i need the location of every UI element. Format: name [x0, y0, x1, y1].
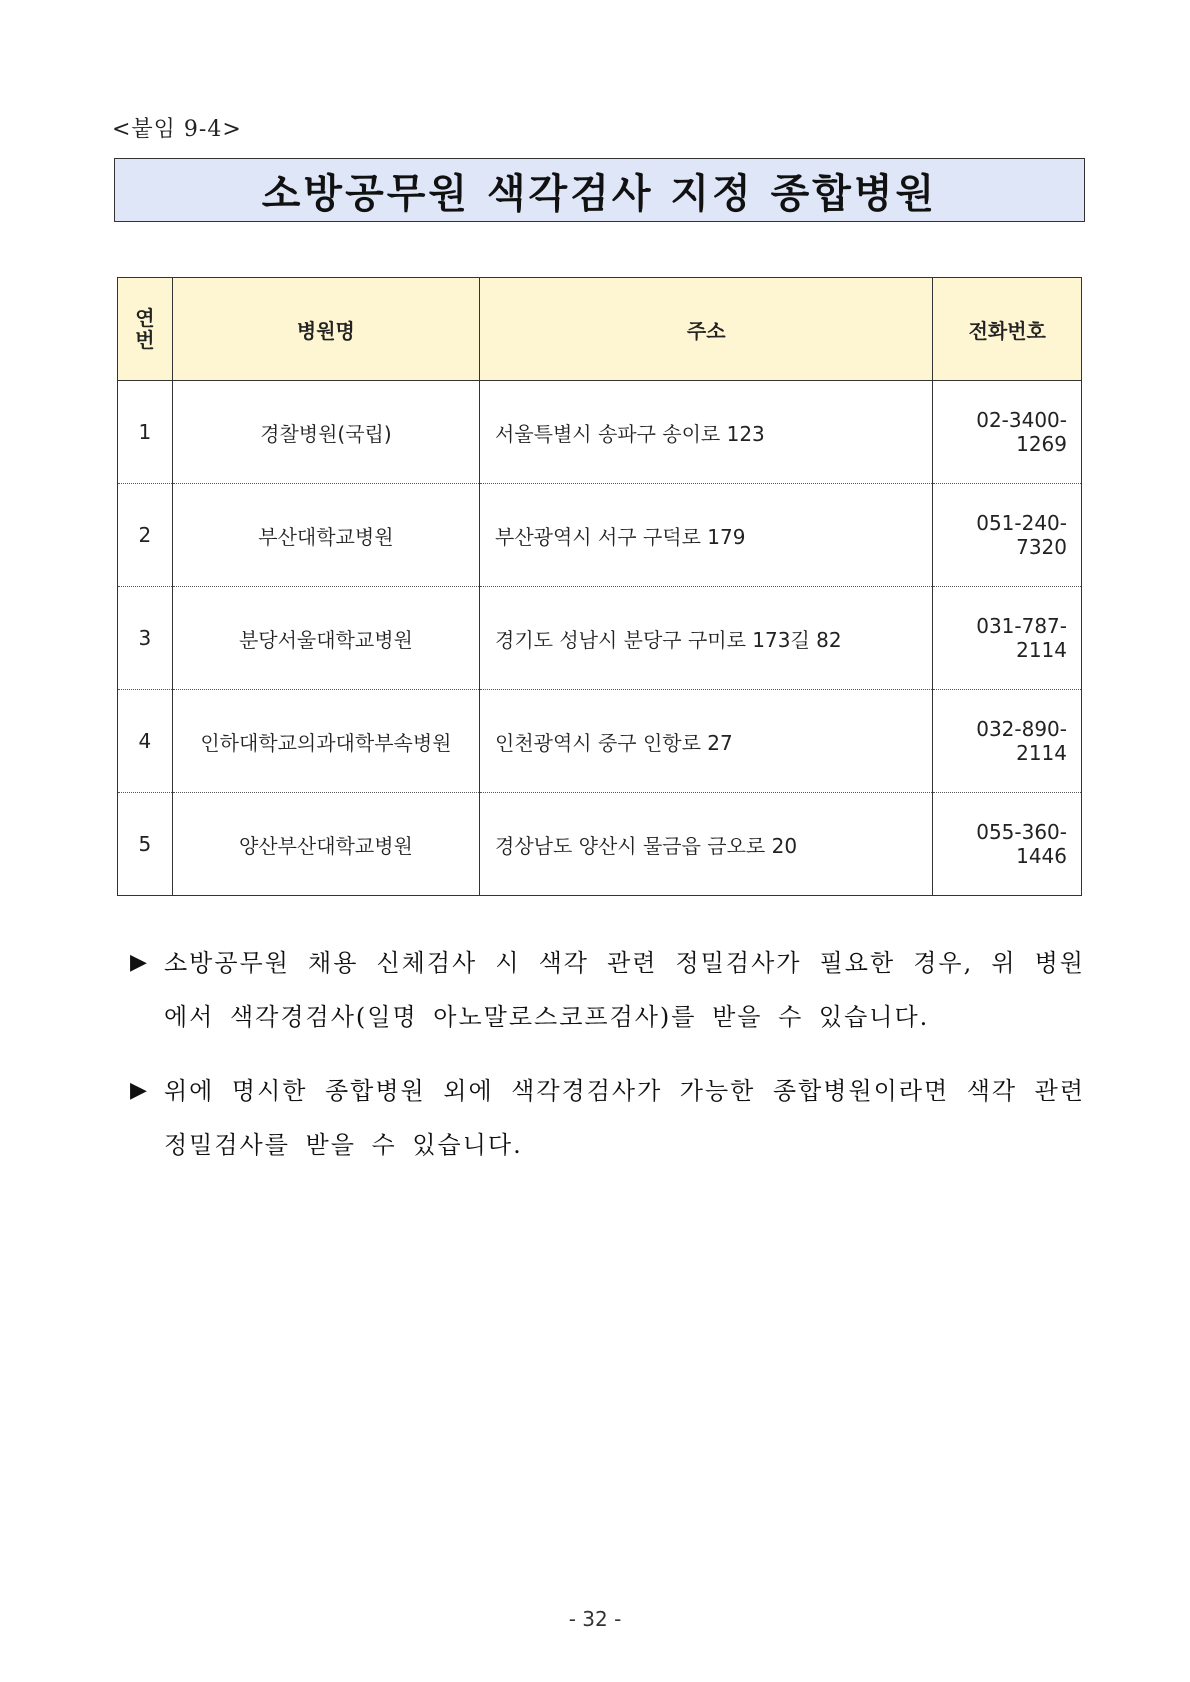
- cell-hospital: 분당서울대학교병원: [172, 587, 479, 690]
- header-hospital: 병원명: [172, 278, 479, 381]
- cell-hospital: 양산부산대학교병원: [172, 793, 479, 896]
- cell-number: 2: [118, 484, 173, 587]
- table-row: [118, 587, 1082, 690]
- hospital-table: [117, 277, 1082, 896]
- title-box: [114, 158, 1085, 222]
- header-address: 주소: [480, 278, 933, 381]
- page-number: - 32 -: [568, 1607, 622, 1631]
- note-item: [130, 936, 1085, 1044]
- note-text: 소방공무원 채용 신체검사 시 색각 관련 정밀검사가 필요한 경우, 위 병원에서 색각경검사(일명 아노말로스코프검사)를 받을 수 있습니다.: [164, 949, 1085, 1031]
- cell-number: 1: [118, 381, 173, 484]
- cell-address: 부산광역시 서구 구덕로 179: [480, 484, 933, 587]
- header-number: 연번: [118, 278, 173, 381]
- cell-address: 서울특별시 송파구 송이로 123: [480, 381, 933, 484]
- attachment-label: <붙임 9-4>: [112, 117, 242, 142]
- cell-number: 5: [118, 793, 173, 896]
- table-row: [118, 690, 1082, 793]
- page-title: 소방공무원 색각검사 지정 종합병원: [261, 170, 938, 217]
- table-row: [118, 484, 1082, 587]
- table-row: [118, 381, 1082, 484]
- table-row: [118, 793, 1082, 896]
- cell-hospital: 인하대학교의과대학부속병원: [172, 690, 479, 793]
- cell-hospital: 부산대학교병원: [172, 484, 479, 587]
- cell-hospital: 경찰병원(국립): [172, 381, 479, 484]
- cell-address: 인천광역시 중구 인항로 27: [480, 690, 933, 793]
- cell-address: 경기도 성남시 분당구 구미로 173길 82: [480, 587, 933, 690]
- cell-phone: 051-240-7320: [933, 484, 1082, 587]
- table-header-row: [118, 278, 1082, 381]
- cell-phone: 055-360-1446: [933, 793, 1082, 896]
- cell-phone: 02-3400-1269: [933, 381, 1082, 484]
- cell-number: 3: [118, 587, 173, 690]
- note-text: 위에 명시한 종합병원 외에 색각경검사가 가능한 종합병원이라면 색각 관련 정밀검사를 받을 수 있습니다.: [164, 1077, 1085, 1159]
- triangle-bullet-icon: ▶: [130, 1078, 147, 1103]
- cell-address: 경상남도 양산시 물금읍 금오로 20: [480, 793, 933, 896]
- note-item: [130, 1064, 1085, 1172]
- cell-number: 4: [118, 690, 173, 793]
- cell-phone: 032-890-2114: [933, 690, 1082, 793]
- header-phone: 전화번호: [933, 278, 1082, 381]
- cell-phone: 031-787-2114: [933, 587, 1082, 690]
- triangle-bullet-icon: ▶: [130, 950, 147, 975]
